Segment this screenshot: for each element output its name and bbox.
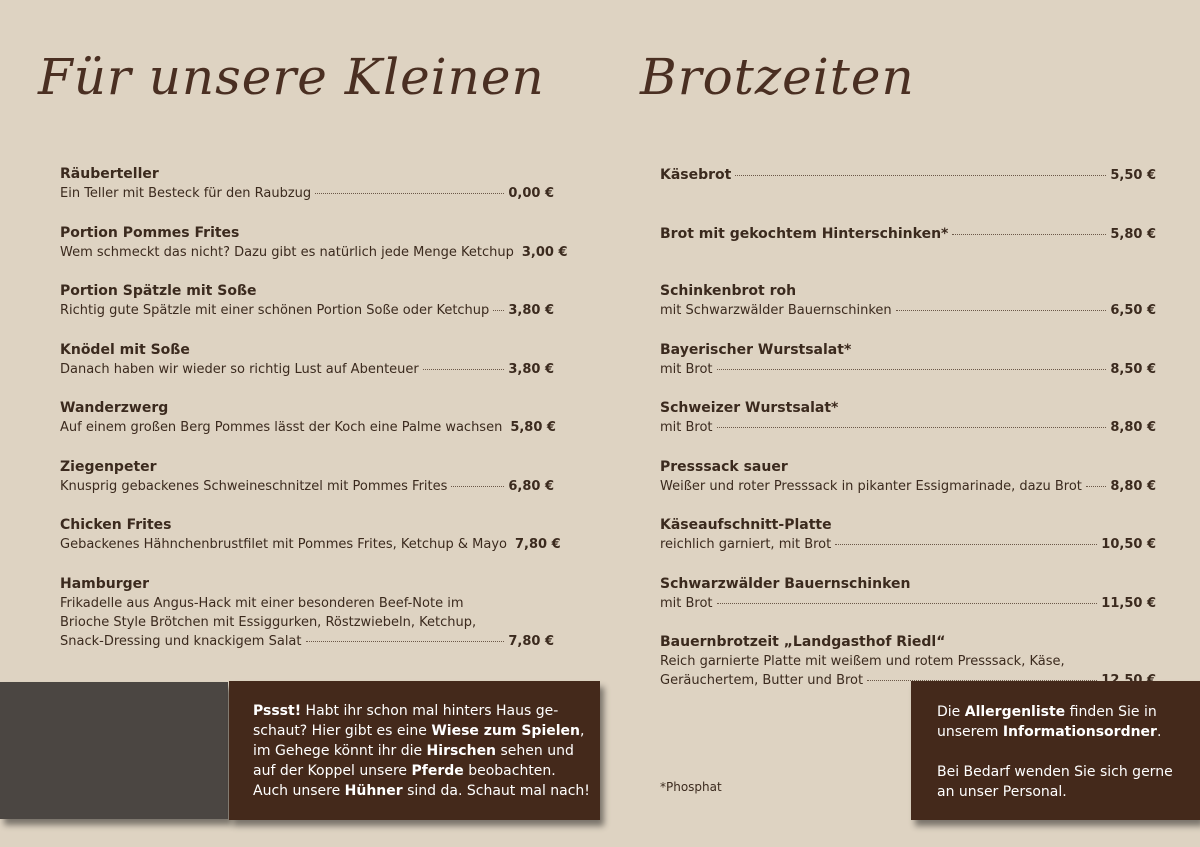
menu-item-name: Portion Spätzle mit Soße (60, 283, 257, 299)
dot-leader (423, 357, 505, 370)
menu-item-description: Danach haben wir wieder so richtig Lust auf Abenteuer (60, 361, 419, 377)
menu-item (660, 517, 1156, 576)
menu-item-description: Knusprig gebackenes Schweineschnitzel mit Pommes Frites (60, 478, 448, 494)
menu-item-price: 8,80 € (1110, 420, 1156, 435)
menu-item-name: Chicken Frites (60, 517, 172, 533)
menu-item-name: Räuberteller (60, 166, 159, 182)
menu-item-name: Knödel mit Soße (60, 341, 190, 358)
menu-item-name: Bayerischer Wurstsalat* (660, 341, 852, 358)
dot-leader (1086, 474, 1106, 487)
allergy-text: finden Sie in (1065, 704, 1157, 720)
menu-item-description: mit Brot (660, 595, 713, 611)
menu-item (60, 400, 554, 459)
menu-item-name: Presssack sauer (660, 458, 788, 475)
menu-item-price: 8,80 € (1110, 478, 1156, 494)
grey-decor-box (0, 682, 228, 819)
menu-item (660, 225, 1156, 284)
menu-item (660, 576, 1156, 635)
allergy-text: . (1156, 724, 1162, 740)
menu-item-description: mit Schwarzwälder Bauernschinken (660, 303, 892, 318)
menu-price-line (660, 535, 1156, 554)
highlight-text: Hühner (344, 783, 403, 799)
menu-price-line (60, 418, 554, 437)
allergy-info-box (911, 681, 1200, 820)
menu-item-description: Frikadelle aus Angus-Hack mit einer besonderen Beef-Note im (60, 595, 464, 611)
menu-item (60, 283, 554, 342)
menu-item-description: Reich garnierte Platte mit weißem und rotem Presssack, Käse, (660, 654, 1065, 669)
menu-price-line (60, 243, 568, 262)
menu-item-price: 3,80 € (508, 361, 554, 377)
menu-item-name: Schinkenbrot roh (660, 283, 797, 299)
dot-leader (952, 222, 1106, 235)
info-folder-label: Informationsordner (1002, 724, 1157, 740)
menu-item-description: Brioche Style Brötchen mit Essiggurken, Röstzwiebeln, Ketchup, (60, 614, 477, 630)
dot-leader (315, 181, 504, 194)
info-text: im Gehege könnt ihr die (253, 743, 427, 759)
menu-item-price: 8,50 € (1110, 361, 1156, 377)
highlight-text: Pssst! (253, 703, 302, 719)
menu-item-name: Schwarzwälder Bauernschinken (660, 575, 911, 592)
menu-item-name: Wanderzwerg (60, 400, 169, 416)
menu-item-price: 5,80 € (510, 420, 556, 435)
allergy-list-label: Allergenliste (964, 704, 1066, 720)
brotzeiten-menu-list (660, 166, 1156, 693)
menu-price-line (660, 166, 1156, 185)
menu-price-line (660, 418, 1156, 437)
allergy-note (937, 702, 1200, 742)
page-title-kids: Für unsere Kleinen (38, 48, 545, 106)
menu-item-name: Käseaufschnitt-Platte (660, 517, 832, 533)
menu-item-description: mit Brot (660, 361, 713, 377)
menu-item (60, 166, 554, 225)
menu-item (660, 342, 1156, 401)
menu-item-price: 10,50 € (1101, 537, 1156, 552)
highlight-text: Wiese zum Spielen (431, 723, 581, 739)
menu-price-line (660, 225, 1156, 244)
highlight-text: Pferde (411, 763, 464, 779)
menu-item-name: Brot mit gekochtem Hinterschinken* (660, 225, 949, 242)
menu-item-name: Hamburger (60, 575, 150, 592)
allergy-text: unserem (937, 724, 1003, 740)
menu-item-price: 5,50 € (1110, 168, 1156, 183)
footnote-phosphat: *Phosphat (660, 780, 722, 794)
menu-item (660, 459, 1156, 518)
info-text: beobachten. (463, 763, 556, 779)
dot-leader (493, 298, 504, 311)
menu-item (60, 224, 568, 284)
menu-item (60, 459, 554, 518)
menu-item-name: Portion Pommes Frites (60, 224, 240, 241)
menu-price-line (60, 535, 561, 554)
menu-price-line (60, 360, 554, 379)
page-title-brotzeiten: Brotzeiten (640, 48, 915, 106)
info-text: , (580, 723, 585, 739)
menu-item (60, 575, 554, 649)
menu-item (660, 283, 1156, 342)
dot-leader (451, 474, 504, 487)
menu-item-price: 11,50 € (1101, 595, 1156, 611)
menu-item-description: Geräuchertem, Butter und Brot (660, 673, 864, 688)
menu-item-description: Weißer und roter Presssack in pikanter Essigmarinade, dazu Brot (660, 478, 1082, 494)
info-text: schaut? Hier gibt es eine (253, 723, 432, 739)
kids-info-box (229, 681, 600, 820)
menu-item-price: 3,80 € (508, 303, 554, 318)
menu-item-price: 6,50 € (1110, 303, 1156, 318)
menu-price-line (60, 301, 554, 320)
menu-item-name: Schweizer Wurstsalat* (660, 400, 839, 416)
dot-leader (896, 298, 1107, 311)
info-text: sehen und (496, 743, 574, 759)
staff-note (937, 762, 1200, 802)
menu-item-description: Ein Teller mit Besteck für den Raubzug (60, 186, 312, 201)
menu-price-line (660, 360, 1156, 379)
menu-item-description: Richtig gute Spätzle mit einer schönen Portion Soße oder Ketchup (60, 303, 490, 318)
dot-leader (735, 163, 1106, 176)
menu-item-description: Snack-Dressing und knackigem Salat (60, 633, 302, 649)
menu-price-line (660, 594, 1156, 613)
info-text: Auch unsere (253, 783, 345, 799)
menu-item-price: 0,00 € (508, 186, 554, 201)
menu-item (660, 166, 1156, 225)
allergy-text: Die (937, 704, 965, 720)
staff-text: an unser Personal. (937, 784, 1067, 800)
menu-item (60, 517, 561, 576)
menu-item-description: Auf einem großen Berg Pommes lässt der Koch eine Palme wachsen (60, 420, 503, 435)
menu-item-price: 6,80 € (508, 478, 554, 494)
menu-price-line (660, 301, 1156, 320)
dot-leader (717, 415, 1107, 428)
menu-item-name: Bauernbrotzeit „Landgasthof Riedl“ (660, 634, 946, 650)
info-text: sind da. Schaut mal nach! (402, 783, 590, 799)
info-text: Habt ihr schon mal hinters Haus ge- (301, 703, 559, 719)
dot-leader (306, 629, 505, 642)
menu-item-price: 7,80 € (508, 633, 554, 649)
menu-item-description: reichlich garniert, mit Brot (660, 537, 832, 552)
menu-item-name: Käsebrot (660, 167, 732, 183)
dot-leader (717, 357, 1107, 370)
kids-menu-list (60, 166, 568, 649)
menu-item-name: Ziegenpeter (60, 458, 157, 475)
menu-price-line (60, 632, 554, 651)
dot-leader (835, 532, 1097, 545)
menu-item (60, 342, 554, 401)
menu-item (660, 400, 1156, 459)
dot-leader (867, 668, 1097, 681)
menu-item-description: Wem schmeckt das nicht? Dazu gibt es natürlich jede Menge Ketchup (60, 244, 514, 260)
highlight-text: Hirschen (426, 743, 497, 759)
menu-item-price: 7,80 € (515, 537, 561, 552)
dot-leader (717, 591, 1098, 604)
menu-item-description: mit Brot (660, 420, 713, 435)
menu-price-line (660, 477, 1156, 496)
info-text: auf der Koppel unsere (253, 763, 412, 779)
menu-price-line (60, 477, 554, 496)
menu-item-price: 3,00 € (521, 244, 568, 260)
menu-item-description: Gebackenes Hähnchenbrustfilet mit Pommes Frites, Ketchup & Mayo (60, 537, 507, 552)
menu-price-line (60, 184, 554, 203)
menu-item-price: 5,80 € (1110, 226, 1156, 242)
staff-text: Bei Bedarf wenden Sie sich gerne (937, 764, 1173, 780)
